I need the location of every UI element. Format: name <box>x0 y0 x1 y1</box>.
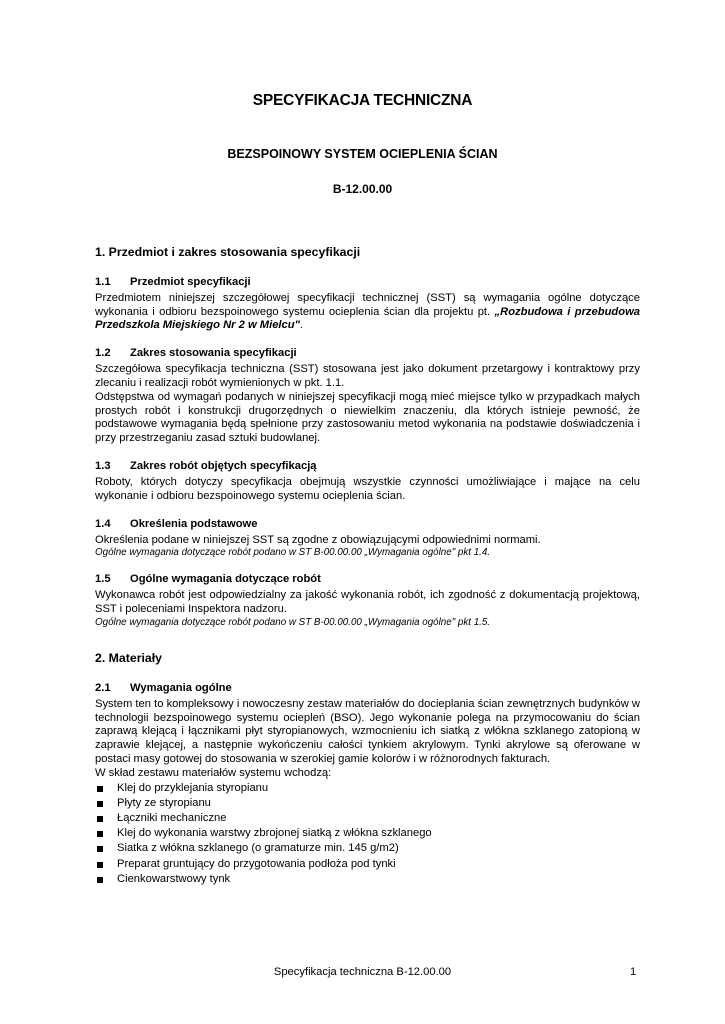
list-item <box>95 826 640 841</box>
section-1-1-text <box>95 292 640 333</box>
list-item-text: Cienkowarstwowy tynk <box>117 872 231 885</box>
list-item <box>95 811 640 826</box>
paragraph: Odstępstwa od wymagań podanych w niniejszej specyfikacji mogą mieć miejsce tylko w przypadkach małych prostych robót i konstrukcji drugorzędnych o niewielkim znaczeniu, dla których istnieje pewność, że podstawowe wymagania będą spełnione przy zastosowaniu metod wykonania na podstawie doświadczenia i przy przestrzeganiu zasad sztuki budowlanej. <box>95 390 640 445</box>
list-item-text: Klej do przyklejania styropianu <box>117 781 269 794</box>
section-1-1 <box>95 275 640 333</box>
section-1-3 <box>95 459 640 504</box>
list-item <box>95 781 640 796</box>
section-number: 2.1 <box>95 681 111 694</box>
square-bullet-icon <box>97 816 103 822</box>
section-1-4 <box>95 517 640 560</box>
list-item-text: Preparat gruntujący do przygotowania podłoża pod tynki <box>117 857 396 870</box>
section-2-1 <box>95 681 640 887</box>
section-number: 1.2 <box>95 347 111 360</box>
paragraph: System ten to kompleksowy i nowoczesny zestaw materiałów do docieplania ścian zewnętrznych budynków w technologii bezspoinowego systemu ociepleń (BSO). Jego wykonanie polega na przymocowaniu do ścian zaprawą klejącą i łącznikami płyt styropianowych, wzmocnieniu ich siatką z włókna szklanego zatopioną w zaprawie klejącej, a następnie wykończeniu całości tynkiem akrylowym. Tynki akrylowe są oferowane w postaci masy gotowej do stosowania w szerokiej gamie kolorów i w różnorodnych fakturach. <box>95 697 640 765</box>
section-1-5-heading <box>95 572 640 586</box>
materials-list <box>95 781 640 887</box>
list-item-text: Płyty ze styropianu <box>117 796 211 809</box>
section-title: Wymagania ogólne <box>130 681 232 694</box>
document-code: B-12.00.00 <box>332 182 393 196</box>
square-bullet-icon <box>97 801 103 807</box>
page-number: 1 <box>630 966 637 978</box>
document-body <box>95 246 640 900</box>
square-bullet-icon <box>97 831 103 837</box>
square-bullet-icon <box>97 786 103 792</box>
section-1-heading: 1. Przedmiot i zakres stosowania specyfikacji <box>95 245 361 259</box>
square-bullet-icon <box>97 877 103 883</box>
paragraph: Szczegółowa specyfikacja techniczna (SST) stosowana jest jako dokument przetargowy i kontraktowy przy zlecaniu i realizacji robót wymienionych w pkt. 1.1. <box>95 363 640 389</box>
section-number: 1.3 <box>95 459 111 472</box>
section-1-5 <box>95 572 640 629</box>
square-bullet-icon <box>97 846 103 852</box>
section-title: Przedmiot specyfikacji <box>130 275 251 288</box>
square-bullet-icon <box>97 862 103 868</box>
reference-note: Ogólne wymagania dotyczące robót podano w ST B-00.00.00 „Wymagania ogólne" pkt 1.5. <box>95 616 491 628</box>
paragraph: Roboty, których dotyczy specyfikacja obejmują wszystkie czynności umożliwiające i mające na celu wykonanie i odbioru bezspoinowego systemu ocieplenia ścian. <box>95 475 640 502</box>
section-title: Ogólne wymagania dotyczące robót <box>130 573 321 586</box>
list-item-text: Łączniki mechaniczne <box>117 811 227 824</box>
list-item <box>95 872 640 887</box>
section-title: Określenia podstawowe <box>130 517 258 530</box>
section-1-2-heading <box>95 346 640 360</box>
section-2-1-heading <box>95 681 640 695</box>
footer-text: Specyfikacja techniczna B-12.00.00 <box>273 966 452 978</box>
section-1-1-heading <box>95 275 640 289</box>
paragraph: Określenia podane w niniejszej SST są zgodne z obowiązującymi odpowiednimi normami. <box>95 533 541 546</box>
section-title: Zakres stosowania specyfikacji <box>130 347 297 360</box>
paragraph: Wykonawca robót jest odpowiedzialny za jakość wykonania robót, ich zgodność z dokumentacją projektową, SST i poleceniami Inspektora nadzoru. <box>95 589 640 616</box>
document-title: SPECYFIKACJA TECHNICZNA <box>252 92 473 109</box>
section-number: 1.1 <box>95 275 111 288</box>
section-number: 1.4 <box>95 517 111 530</box>
reference-note: Ogólne wymagania dotyczące robót podano w ST B-00.00.00 „Wymagania ogólne" pkt 1.4. <box>95 547 491 559</box>
project-name: „Rozbudowa i przebudowa Przedszkola Miejskiego Nr 2 w Mielcu" <box>95 305 640 332</box>
section-2-heading: 2. Materiały <box>95 650 162 665</box>
section-title: Zakres robót objętych specyfikacją <box>130 459 317 472</box>
section-number: 1.5 <box>95 573 111 586</box>
section-1-3-heading <box>95 459 640 473</box>
list-item-text: Klej do wykonania warstwy zbrojonej siatką z włókna szklanego <box>117 827 432 840</box>
text-part: Przedmiotem niniejszej szczegółowej specyfikacji technicznej (SST) są wymagania ogólne dotyczące wykonania i odbioru bezspoinowego systemu ocieplenia ścian dla projektu pt. <box>95 291 640 318</box>
list-item <box>95 857 640 872</box>
list-item-text: Siatka z włókna szklanego (o gramaturze min. 145 g/m2) <box>117 842 399 855</box>
text-part: . <box>299 319 303 332</box>
list-item <box>95 841 640 856</box>
section-1-2 <box>95 346 640 446</box>
document-subtitle: BEZSPOINOWY SYSTEM OCIEPLENIA ŚCIAN <box>227 147 498 161</box>
section-1-4-heading <box>95 517 640 531</box>
list-item <box>95 796 640 811</box>
paragraph: W skład zestawu materiałów systemu wchodzą: <box>95 766 332 779</box>
